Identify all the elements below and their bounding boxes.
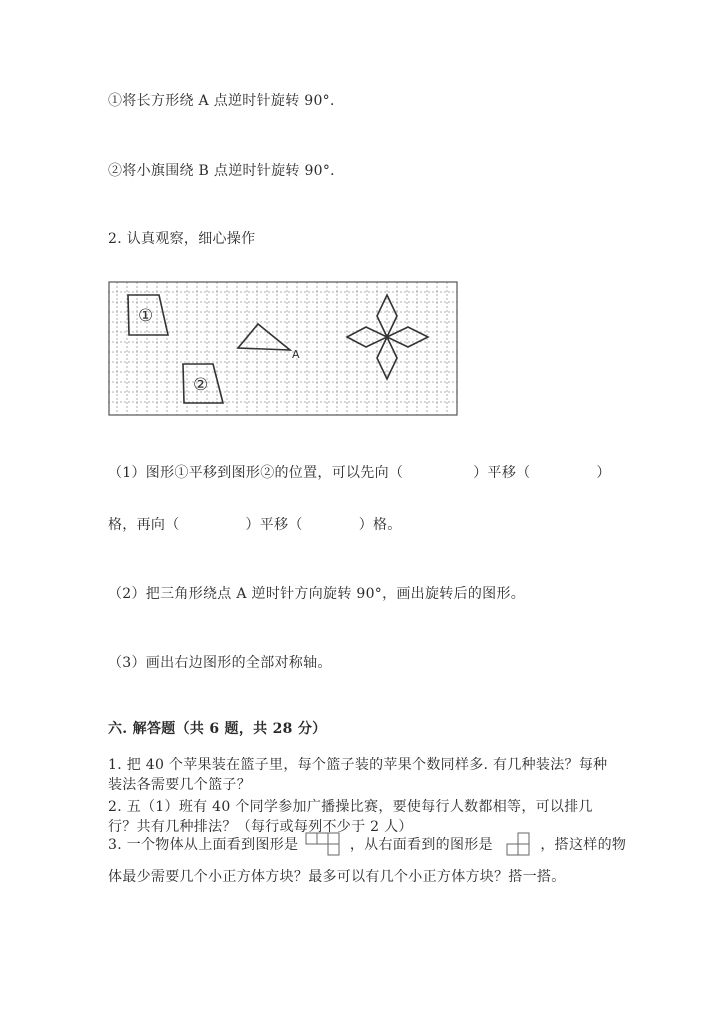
sub1-text-f: ）格。	[358, 517, 402, 533]
problem-3-text-c: ，搭这样的物	[540, 837, 627, 853]
question-2-title: 2. 认真观察，细心操作	[108, 231, 256, 247]
problem-2-line-1: 2. 五（1）班有 40 个同学参加广播操比赛，要使每行人数都相等，可以排几	[108, 799, 593, 815]
problem-3-text-a: 3. 一个物体从上面看到图形是	[108, 837, 299, 853]
flower-shape	[347, 295, 428, 379]
sub1-text-d: 格，再向（	[108, 517, 180, 533]
problem-2-line-2: 行？共有几种排法？（每行或每列不少于 2 人）	[108, 819, 413, 835]
problem-3-line-2: 体最少需要几个小正方体方块？最多可以有几个小正方体方块？搭一搭。	[108, 869, 566, 885]
problem-3-line-1	[108, 832, 626, 858]
sub-question-1-line-2	[108, 514, 402, 534]
problem-1-line-2: 装法各需要几个篮子？	[108, 777, 251, 793]
sub1-text-e: ）平移（	[245, 517, 303, 533]
sub-question-2: （2）把三角形绕点 A 逆时针方向旋转 90°，画出旋转后的图形。	[108, 586, 526, 602]
rotation-item-2: ②将小旗围绕 B 点逆时针旋转 90°．	[108, 163, 345, 179]
rotation-item-1: ①将长方形绕 A 点逆时针旋转 90°．	[108, 93, 345, 109]
triangle	[238, 324, 290, 350]
sub1-text-b: ）平移（	[473, 465, 531, 481]
sub1-text-c: ）	[596, 465, 611, 481]
shape-1-label: ①	[138, 306, 154, 326]
section-6-heading: 六. 解答题（共 6 题，共 28 分）	[108, 721, 327, 737]
problem-1-line-1: 1. 把 40 个苹果装在篮子里，每个篮子装的苹果个数同样多. 有几种装法？每种	[108, 757, 608, 773]
sub-question-3: （3）画出右边图形的全部对称轴。	[108, 655, 332, 671]
point-a-label: A	[292, 348, 300, 361]
top-view-icon	[305, 832, 341, 858]
sub1-text-a: （1）图形①平移到图形②的位置，可以先向（	[108, 465, 404, 481]
shape-2-label: ②	[193, 375, 209, 395]
problem-3-text-b: ，从右面看到的图形是	[349, 837, 493, 853]
grid-figure	[108, 278, 460, 418]
sub-question-1-line-1	[108, 462, 611, 482]
right-view-icon	[506, 832, 532, 858]
